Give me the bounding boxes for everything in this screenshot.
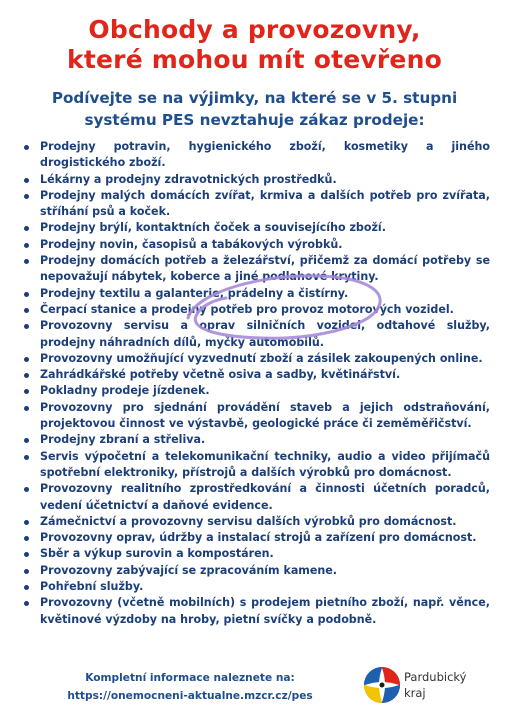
list-item-text: Čerpací stanice a prodejny potřeb pro provoz motorových vozidel. (40, 302, 454, 316)
logo-text-line2: kraj (404, 686, 426, 700)
bullet-icon (24, 373, 29, 378)
list-item-text: Prodejny novin, časopisů a tabákových výrobků. (40, 237, 343, 251)
list-item (22, 514, 490, 530)
bullet-icon (24, 455, 29, 460)
bullet-icon (24, 194, 29, 199)
list-item-text: Sběr a výkup surovin a kompostáren. (40, 547, 274, 561)
bullet-icon (24, 357, 29, 362)
list-item (22, 563, 490, 579)
bullet-icon (24, 536, 29, 541)
footer-info-text: Kompletní informace naleznete na: (85, 672, 295, 684)
list-item (22, 318, 490, 351)
list-item-text: Pohřební služby. (40, 580, 144, 594)
list-item (22, 220, 490, 236)
list-item (22, 139, 490, 172)
list-item (22, 481, 490, 514)
list-item-text: Prodejny zbraní a střeliva. (40, 433, 206, 447)
list-item-text: Provozovny zabývající se zpracováním kamene. (40, 563, 338, 577)
list-item-text: Zámečnictví a provozovny servisu dalších výrobků pro domácnost. (40, 514, 457, 528)
list-item (22, 172, 490, 188)
bullet-icon (24, 145, 29, 150)
list-item-text: Prodejny brýlí, kontaktních čoček a souvisejícího zboží. (40, 221, 386, 235)
list-item (22, 546, 490, 562)
list-item (22, 237, 490, 253)
list-item (22, 302, 490, 318)
list-item-text: Zahrádkářské potřeby včetně osiva a sadby, květinářství. (40, 368, 401, 382)
page-title-line2: které mohou mít otevřeno (67, 45, 442, 74)
bullet-icon (24, 178, 29, 183)
list-item (22, 449, 490, 482)
subtitle-line2: systému PES nevztahuje zákaz prodeje: (84, 111, 425, 129)
bullet-icon (24, 259, 29, 264)
list-item-text: Prodejny domácích potřeb a železářství, přičemž za domácí potřeby se nepovažují nábytek, koberce a jiné podlahové krytiny. (40, 254, 490, 284)
exception-list (22, 139, 490, 628)
page-title-line1: Obchody a provozovny, (88, 15, 421, 44)
bullet-icon (24, 243, 29, 248)
pardubicky-kraj-logo-icon (362, 665, 402, 705)
list-item-text: Prodejny malých domácích zvířat, krmiva a dalších potřeb pro zvířata, stříhání psů a koček. (40, 188, 490, 219)
list-item-text: Provozovny (včetně mobilních) s prodejem pietního zboží, např. věnce, květinové výzdoby na hroby, pietní svíčky a podobně. (40, 596, 490, 626)
list-item-text: Servis výpočetní a telekomunikační techniky, audio a video přijímačů spotřební elektroniky, přístrojů a dalších výrobků pro domácnost. (40, 449, 490, 479)
list-item (22, 595, 490, 628)
list-item-text: Prodejny potravin, hygienického zboží, kosmetiky a jiného drogistického zboží. (40, 140, 490, 170)
bullet-icon (24, 308, 29, 313)
list-item (22, 351, 490, 367)
list-item (22, 253, 490, 286)
subtitle-line1: Podívejte se na výjimky, na které se v 5. stupni (51, 89, 458, 107)
list-item-text: Provozovny umožňující vyzvednutí zboží a zásilek zakoupených online. (40, 351, 483, 365)
list-item-text: Pokladny prodeje jízdenek. (40, 384, 210, 398)
list-item (22, 286, 490, 302)
bullet-icon (24, 585, 29, 590)
bullet-icon (24, 601, 29, 606)
bullet-icon (24, 406, 29, 411)
bullet-icon (24, 292, 29, 297)
list-item-text: Provozovny realitního zprostředkování a činnosti účetních poradců, vedení účetnictví a daňové evidence. (40, 482, 490, 512)
bullet-icon (24, 487, 29, 492)
list-item (22, 383, 490, 399)
list-item-text: Provozovny pro sjednání provádění staveb a jejich odstraňování, projektovou činnost ve výstavbě, geologické práce či zeměměřičství. (40, 400, 490, 431)
list-item-text: Provozovny servisu a oprav silničních vozidel, odtahové služby, prodejny náhradních dílů, myčky automobilů. (40, 319, 490, 349)
list-item-text: Lékárny a prodejny zdravotnických prostředků. (40, 172, 337, 186)
list-item-text: Provozovny oprav, údržby a instalací strojů a zařízení pro domácnost. (40, 531, 477, 545)
bullet-icon (24, 569, 29, 574)
list-item (22, 367, 490, 383)
bullet-icon (24, 324, 29, 329)
list-item-text: Prodejny textilu a galanterie, prádelny a čistírny. (40, 286, 349, 300)
footer-info-url[interactable]: https://onemocneni-aktualne.mzcr.cz/pes (67, 690, 313, 702)
list-item (22, 188, 490, 221)
list-item (22, 530, 490, 546)
list-item (22, 579, 490, 595)
bullet-icon (24, 389, 29, 394)
bullet-icon (24, 520, 29, 525)
bullet-icon (24, 438, 29, 443)
bullet-icon (24, 226, 29, 231)
bullet-icon (24, 552, 29, 557)
list-item (22, 432, 490, 448)
list-item (22, 400, 490, 433)
logo-text-line1: Pardubický (404, 670, 467, 684)
